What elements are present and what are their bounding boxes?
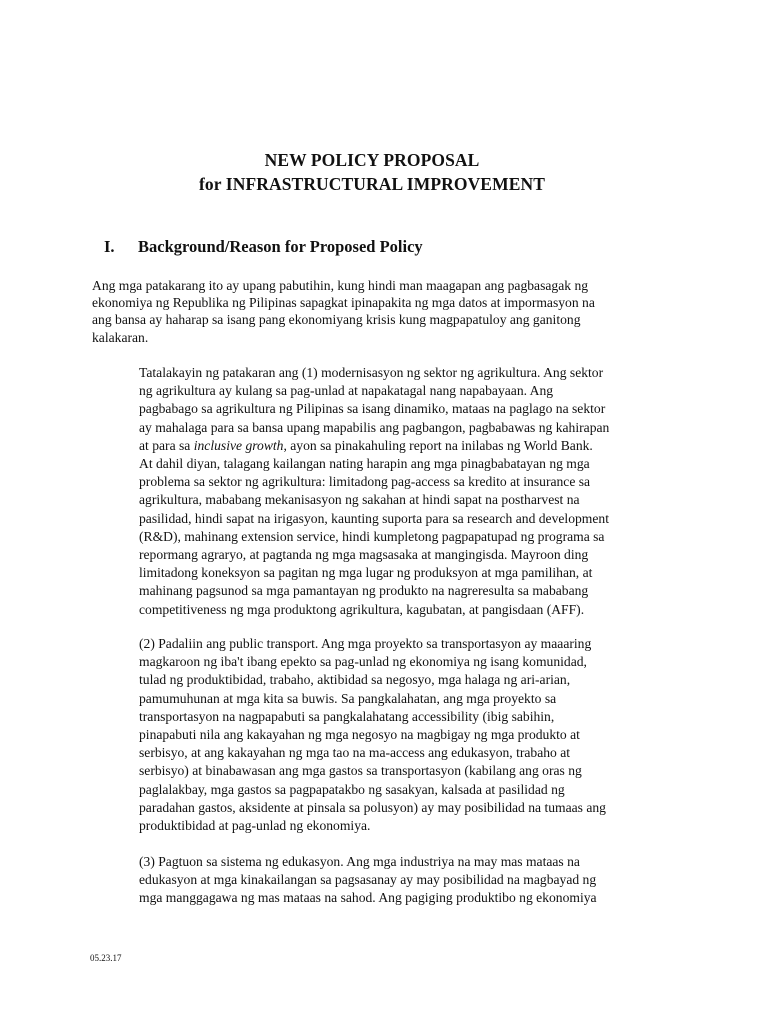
- paragraph-line: (3) Pagtuon sa sistema ng edukasyon. Ang mga industriya na may mas mataas na: [139, 854, 580, 869]
- paragraph-line: [139, 437, 679, 455]
- intro-line: kalakaran.: [92, 329, 149, 345]
- intro-line: ekonomiya ng Republika ng Pilipinas sapagkat ipinapakita ng mga datos at impormasyon na: [92, 295, 595, 311]
- paragraph-line: pagbabago sa agrikultura ng Pilipinas sa isang dinamiko, mataas na paglago na sektor: [139, 401, 606, 417]
- paragraph-line: transportasyon na nagpapabuti sa pangkalahatang accessibility (ibig sabihin,: [139, 708, 555, 724]
- paragraph-agriculture: [139, 364, 679, 619]
- paragraph-line: mahinang pagsunod sa mga pamantayan ng produkto na nagreresulta sa mababang: [139, 583, 589, 599]
- paragraph-line: (2) Padaliin ang public transport. Ang mga proyekto sa transportasyon ay maaaring: [139, 636, 592, 651]
- paragraph-line: problema sa sektor ng agrikultura: limitadong pag-access sa kredito at insurance sa: [139, 474, 591, 490]
- paragraph-education: [139, 853, 679, 908]
- paragraph-line: magkaroon ng iba't ibang epekto sa pag-unlad ng ekonomiya ng isang komunidad,: [139, 654, 587, 670]
- intro-paragraph: [92, 277, 682, 346]
- paragraph-line: limitadong koneksyon sa pagitan ng mga lugar ng produksyon at mga pamilihan, at: [139, 565, 593, 581]
- paragraph-line: agrikultura, mababang mekanisasyon ng sakahan at hindi sapat na postharvest na: [139, 492, 580, 508]
- paragraph-line: competitiveness ng mga produktong agrikultura, kagubatan, at pangisdaan (AFF).: [139, 601, 585, 617]
- section-title: Background/Reason for Proposed Policy: [138, 237, 423, 256]
- paragraph-line: produktibidad at pag-unlad ng ekonomiya.: [139, 818, 371, 834]
- paragraph-line: Tatalakayin ng patakaran ang (1) modernisasyon ng sektor ng agrikultura. Ang sektor: [139, 365, 604, 380]
- paragraph-line: (R&D), mahinang extension service, hindi kumpletong pagpapatupad ng programa sa: [139, 528, 605, 544]
- paragraph-line: serbisyo) at binabawasan ang mga gastos sa transportasyon (kabilang ang oras ng: [139, 763, 582, 779]
- paragraph-line: mga manggagawa ng mas mataas na sahod. Ang pagiging produktibo ng ekonomiya: [139, 890, 597, 906]
- paragraph-line: pasilidad, hindi sapat na irigasyon, kaunting suporta para sa research and development: [139, 510, 609, 526]
- paragraph-line: paradahan gastos, aksidente at pinsala sa polusyon) ay may posibilidad na tumaas ang: [139, 799, 606, 815]
- paragraph-line: serbisyo, at ang kakayahan ng mga tao na ma-access ang edukasyon, trabaho at: [139, 745, 571, 761]
- paragraph-line: At dahil diyan, talagang kailangan nating harapin ang mga pinagbabatayan ng mga: [139, 456, 590, 472]
- paragraph-line: repormang agraryo, at pagtanda ng mga magsasaka at mangingisda. Mayroon ding: [139, 547, 589, 563]
- paragraph-line: pamumuhunan at mga kita sa buwis. Sa pangkalahatan, ang mga proyekto sa: [139, 690, 557, 706]
- document-title-line1: NEW POLICY PROPOSAL: [264, 150, 480, 170]
- paragraph-line: edukasyon at mga kinakailangan sa pagsasanay ay may posibilidad na magbayad ng: [139, 872, 597, 888]
- paragraph-transport: [139, 635, 679, 835]
- paragraph-line: paglalakbay, mga gastos sa pagpapatakbo ng sasakyan, kalsada at pasilidad ng: [139, 781, 565, 797]
- paragraph-line: ng agrikultura ay kulang sa pag-unlad at napakatagal nang napabayaan. Ang: [139, 383, 554, 399]
- document-title-line2: for INFRASTRUCTURAL IMPROVEMENT: [199, 174, 545, 194]
- section-heading: [104, 236, 423, 258]
- section-number: I.: [104, 237, 115, 256]
- text-run: at para sa: [139, 437, 194, 453]
- intro-line: ang bansa ay haharap sa isang pang ekonomiyang krisis kung magpapatuloy ang ganitong: [92, 312, 581, 328]
- paragraph-line: pinapabuti nila ang kakayahan ng mga negosyo na magbigay ng mga produkto at: [139, 727, 580, 743]
- italic-term: inclusive growth: [193, 437, 284, 453]
- paragraph-line: tulad ng produktibidad, trabaho, aktibidad sa negosyo, mga halaga ng ari-arian,: [139, 672, 571, 688]
- footer-date: 05.23.17: [90, 953, 122, 963]
- paragraph-line: ay mahalaga para sa bansa upang mapabilis ang pagbangon, pagbabawas ng kahirapan: [139, 419, 610, 435]
- intro-line: Ang mga patakarang ito ay upang pabutihin, kung hindi man maagapan ang pagbasagak ng: [92, 278, 589, 293]
- text-run: , ayon sa pinakahuling report na inilabas ng World Bank.: [283, 437, 593, 453]
